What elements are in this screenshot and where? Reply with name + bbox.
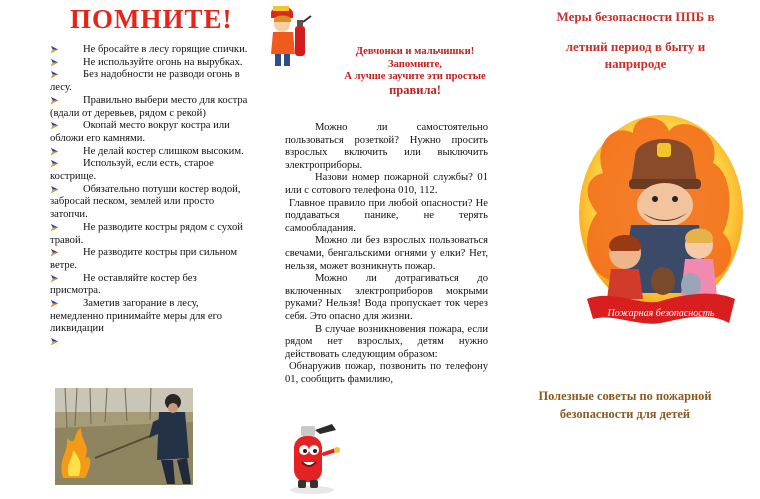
bullet-icon — [50, 70, 59, 79]
tip-text: Не бросайте в лесу горящие спички. — [83, 44, 248, 55]
list-item — [50, 146, 250, 159]
bullet-icon — [50, 274, 59, 283]
tip-text: Не разводите костры рядом с сухой травой. — [50, 221, 243, 246]
fireman-with-children-illustration — [573, 113, 748, 338]
qa-text — [285, 122, 488, 386]
tip-text: Обязательно потуши костер водой, забросай песком, землей или просто затопчи. — [50, 183, 241, 221]
greeting-line: Девчонки и мальчишки! — [355, 46, 475, 57]
list-item — [50, 95, 250, 120]
tip-text: Используй, если есть, старое кострище. — [50, 158, 214, 183]
paragraph: В случае возникновения пожара, если рядом нет взрослых, детям нужно действовать следующим образом: — [285, 323, 488, 360]
brochure-title — [528, 8, 743, 72]
bullet-icon — [50, 248, 59, 257]
bullet-icon — [50, 223, 59, 232]
girl-firefighter-illustration — [265, 2, 315, 70]
list-item — [50, 44, 250, 57]
list-item — [50, 222, 250, 247]
list-item — [50, 273, 250, 298]
tip-text: Не используйте огонь на вырубках. — [83, 56, 243, 68]
firefighter-photo-illustration — [55, 388, 193, 485]
paragraph: Можно ли дотрагиваться до включенных электроприборов мокрыми руками? Нельзя! Вода пропускает ток через себя. Это опасно для жизни. — [285, 273, 488, 322]
bullet-icon — [50, 45, 59, 54]
bullet-icon — [50, 185, 59, 194]
list-item — [50, 298, 250, 336]
bullet-icon — [50, 159, 59, 168]
rules-header — [330, 46, 500, 96]
title-line: наприроде — [604, 56, 667, 71]
list-item — [50, 158, 250, 183]
tip-text: Правильно выбери место для костра (вдали от деревьев, рядом с рекой) — [50, 94, 248, 119]
learn-line: А лучше заучите эти простые — [344, 71, 486, 82]
ribbon-text: Пожарная безопасность — [607, 308, 715, 319]
bullet-icon — [50, 147, 59, 156]
paragraph: Обнаружив пожар, позвонить по телефону 01, сообщить фамилию, — [285, 361, 488, 385]
title-line: Меры безопасности ППБ в — [556, 9, 715, 24]
forest-fire-photo — [55, 388, 193, 485]
bullet-icon — [50, 96, 59, 105]
paragraph: Можно ли без взрослых пользоваться свечами, бенгальскими огнями у елки? Нет, нельзя, может возникнуть пожар. — [285, 235, 488, 272]
list-item — [50, 247, 250, 272]
paragraph: Главное правило при любой опасности? Не поддаваться панике, не терять самообладания. — [285, 197, 488, 234]
tip-text: Заметив загорание в лесу, немедленно принимайте меры для его ликвидации — [50, 298, 223, 335]
subtitle-line: Полезные советы по пожарной — [538, 389, 712, 403]
bullet-icon — [50, 121, 59, 130]
list-item — [50, 336, 250, 348]
tip-text: Без надобности не разводи огонь в лесу. — [50, 69, 240, 94]
list-item — [50, 184, 250, 222]
tip-text: Окопай место вокруг костра или обложи его камнями. — [50, 120, 230, 144]
tip-text: Не разводите костры при сильном ветре. — [50, 247, 238, 271]
paragraph: Назови номер пожарной службы? 01 или с сотового телефона 010, 112. — [285, 172, 488, 196]
extinguisher-character-illustration — [284, 420, 344, 495]
tip-text: Не оставляйте костер без присмотра. — [50, 272, 197, 297]
bullet-icon — [50, 299, 59, 308]
subtitle-line: безопасности для детей — [559, 407, 691, 421]
left-panel — [0, 0, 255, 499]
rules-word: правила! — [389, 82, 441, 97]
useful-tips-subtitle — [520, 387, 730, 423]
list-item — [50, 120, 250, 145]
tip-text: Не делай костер слишком высоким. — [83, 145, 244, 157]
list-item — [50, 57, 250, 70]
remember-line: Запомните, — [388, 58, 442, 70]
title-line: летний период в быту и — [565, 39, 706, 54]
list-item — [50, 69, 250, 94]
remember-heading: ПОМНИТЕ! — [70, 4, 233, 34]
fire-safety-tips-list — [50, 44, 250, 348]
paragraph: Можно ли самостоятельно пользоваться розеткой? Нужно просить взрослых включить или выключить электроприборы. — [285, 122, 488, 171]
bullet-icon — [50, 337, 59, 346]
bullet-icon — [50, 58, 59, 67]
